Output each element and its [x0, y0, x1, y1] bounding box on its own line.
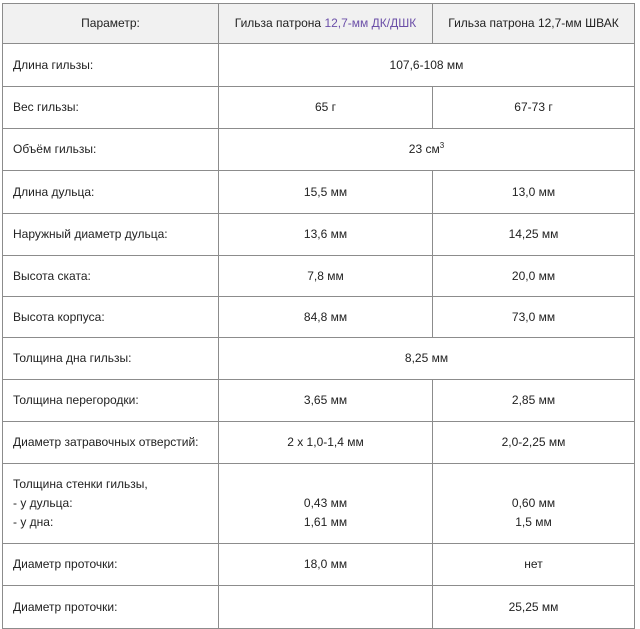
- row-param-multiline: [3, 464, 219, 544]
- param-line: - у дульца:: [13, 496, 73, 510]
- row-merged-value: [219, 129, 635, 171]
- row-param: Наружный диаметр дульца:: [3, 214, 219, 256]
- row-value-col1: 2 х 1,0-1,4 мм: [219, 422, 433, 464]
- row-value-col1: 13,6 мм: [219, 214, 433, 256]
- row-merged-value: 107,6-108 мм: [219, 44, 635, 87]
- row-param: Толщина перегородки:: [3, 380, 219, 422]
- header-col1-link[interactable]: 12,7-мм ДК/ДШК: [324, 16, 417, 30]
- volume-value: 23 см: [408, 142, 440, 156]
- table-row: [3, 544, 635, 586]
- row-value-col2: нет: [433, 544, 635, 586]
- specs-table: [2, 3, 635, 629]
- row-value-col1-multiline: [219, 464, 433, 544]
- row-param: Высота корпуса:: [3, 297, 219, 338]
- row-value-col1: 3,65 мм: [219, 380, 433, 422]
- param-line: Толщина стенки гильзы,: [13, 477, 148, 491]
- value-line: 1,5 мм: [515, 515, 552, 529]
- header-param: Параметр:: [3, 4, 219, 44]
- row-value-col1: [219, 586, 433, 629]
- row-value-col2: 14,25 мм: [433, 214, 635, 256]
- value-line: 1,61 мм: [303, 515, 348, 529]
- row-param: Длина дульца:: [3, 171, 219, 214]
- table-row: [3, 338, 635, 380]
- row-param: Вес гильзы:: [3, 87, 219, 129]
- row-value-col1: 15,5 мм: [219, 171, 433, 214]
- table-row: [3, 44, 635, 87]
- table-row: [3, 586, 635, 629]
- table-row: [3, 422, 635, 464]
- row-param: Толщина дна гильзы:: [3, 338, 219, 380]
- table-row: [3, 129, 635, 171]
- table-row: [3, 171, 635, 214]
- table-header-row: [3, 4, 635, 44]
- row-param: Диаметр проточки:: [3, 544, 219, 586]
- table-row: [3, 87, 635, 129]
- row-value-col2: 2,0-2,25 мм: [433, 422, 635, 464]
- row-value-col2: 73,0 мм: [433, 297, 635, 338]
- row-param: Длина гильзы:: [3, 44, 219, 87]
- row-param: Диаметр затравочных отверстий:: [3, 422, 219, 464]
- value-line: 0,43 мм: [303, 496, 348, 510]
- row-param: Диаметр проточки:: [3, 586, 219, 629]
- row-value-col2: 67-73 г: [433, 87, 635, 129]
- header-col1: [219, 4, 433, 44]
- param-line: - у дна:: [13, 515, 54, 529]
- row-value-col2-multiline: [433, 464, 635, 544]
- header-col2: Гильза патрона 12,7-мм ШВАК: [433, 4, 635, 44]
- row-value-col2: 20,0 мм: [433, 256, 635, 297]
- row-value-col1: 84,8 мм: [219, 297, 433, 338]
- row-value-col2: 2,85 мм: [433, 380, 635, 422]
- row-value-col1: 18,0 мм: [219, 544, 433, 586]
- row-param: Объём гильзы:: [3, 129, 219, 171]
- row-value-col2: 13,0 мм: [433, 171, 635, 214]
- table-row: [3, 256, 635, 297]
- table-row: [3, 380, 635, 422]
- row-value-col1: 65 г: [219, 87, 433, 129]
- row-merged-value: 8,25 мм: [219, 338, 635, 380]
- volume-superscript: 3: [439, 141, 445, 150]
- row-value-col2: 25,25 мм: [433, 586, 635, 629]
- row-param: Высота ската:: [3, 256, 219, 297]
- header-col1-prefix: Гильза патрона: [234, 16, 325, 30]
- table-row: [3, 297, 635, 338]
- table-row: [3, 214, 635, 256]
- table-row-multiline: [3, 464, 635, 544]
- value-line: 0,60 мм: [511, 496, 556, 510]
- row-value-col1: 7,8 мм: [219, 256, 433, 297]
